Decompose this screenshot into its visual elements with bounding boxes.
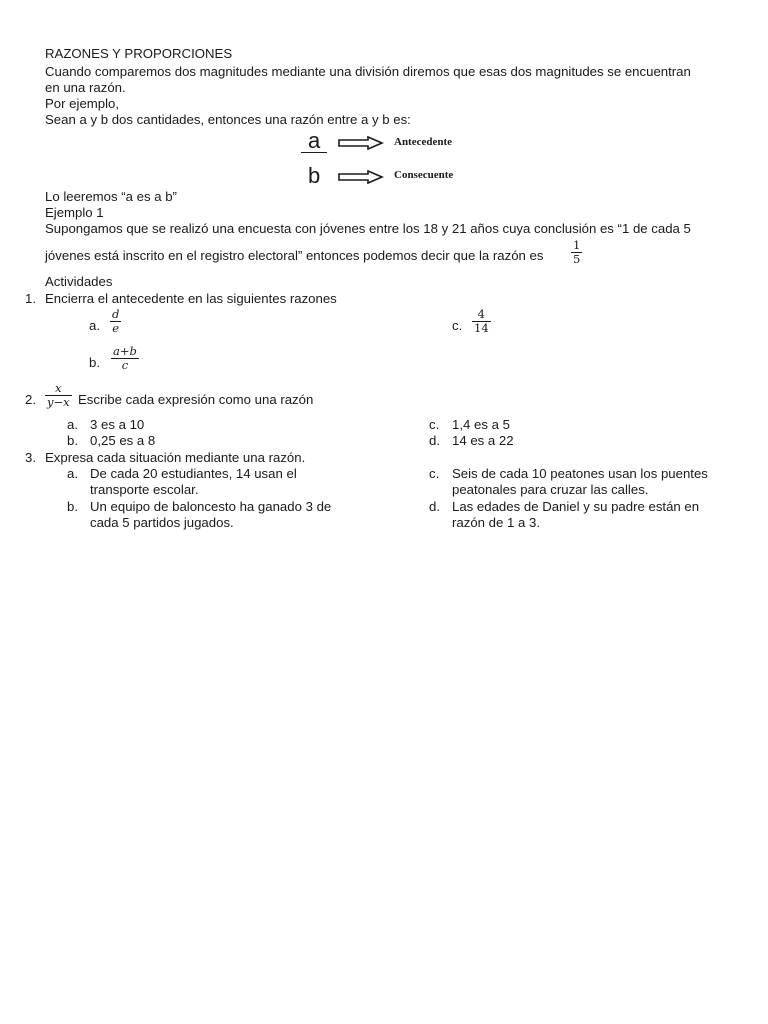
fraction-denominator: 14: [474, 321, 489, 335]
diagram-numerator: a: [308, 128, 321, 153]
fraction-denominator: e: [112, 321, 120, 335]
item-text-line-1: Las edades de Daniel y su padre están en: [452, 499, 700, 514]
ratio-a-plus-b-over-c: [111, 345, 139, 372]
activity-number: 2.: [25, 392, 36, 407]
item-text: 3 es a 10: [90, 417, 145, 432]
item-letter: a.: [89, 318, 100, 333]
activity-1-text: Encierra el antecedente en las siguientes razones: [45, 291, 337, 306]
item-text: 1,4 es a 5: [452, 417, 510, 432]
item-letter: d.: [429, 433, 440, 448]
fraction-numerator: a+b: [113, 344, 137, 358]
activity-number: 3.: [25, 450, 36, 465]
example1-fraction: [571, 239, 582, 266]
ratio-d-over-e: [110, 308, 121, 335]
arrow-right-icon: [338, 136, 384, 150]
item-text-line-1: De cada 20 estudiantes, 14 usan el: [90, 466, 297, 481]
consequent-label: Consecuente: [394, 169, 454, 181]
item-letter: a.: [67, 417, 78, 432]
fraction-denominator: y−x: [47, 395, 70, 409]
item-text: 0,25 es a 8: [90, 433, 156, 448]
item-text-line-1: Seis de cada 10 peatones usan los puentes: [452, 466, 708, 481]
item-letter: c.: [429, 417, 440, 432]
activity-number: 1.: [25, 291, 36, 306]
item-text-line-2: peatonales para cruzar las calles.: [452, 482, 649, 497]
item-text-line-2: razón de 1 a 3.: [452, 515, 540, 530]
activity-2-text: Escribe cada expresión como una razón: [78, 392, 314, 407]
fraction-denominator: c: [121, 358, 129, 372]
intro-line-2: en una razón.: [45, 80, 126, 95]
example1-line-1: Supongamos que se realizó una encuesta con jóvenes entre los 18 y 21 años cuya conclusión es “1 de cada 5: [45, 221, 691, 236]
item-letter: c.: [429, 466, 440, 481]
item-text: 14 es a 22: [452, 433, 514, 448]
document-title: RAZONES Y PROPORCIONES: [45, 46, 233, 61]
example1-title: Ejemplo 1: [45, 205, 104, 220]
fraction-numerator: d: [112, 307, 120, 321]
activities-title: Actividades: [45, 274, 113, 289]
item-letter: a.: [67, 466, 78, 481]
item-letter: d.: [429, 499, 440, 514]
example-lead: Por ejemplo,: [45, 96, 120, 111]
read-as-text: Lo leeremos “a es a b”: [45, 189, 177, 204]
example1-line-2: jóvenes está inscrito en el registro electoral” entonces podemos decir que la razón es: [45, 248, 544, 263]
item-letter: c.: [452, 318, 463, 333]
item-letter: b.: [89, 355, 100, 370]
item-letter: b.: [67, 499, 78, 514]
activity-3-text: Expresa cada situación mediante una razón.: [45, 450, 306, 465]
ratio-4-over-14: [472, 308, 491, 335]
fraction-numerator: x: [55, 381, 62, 395]
ratio-x-over-y-minus-x: [45, 382, 72, 409]
fraction-numerator: 1: [573, 238, 581, 252]
intro-line-1: Cuando comparemos dos magnitudes mediante una división diremos que esas dos magnitudes se encuentran: [45, 64, 691, 79]
item-letter: b.: [67, 433, 78, 448]
diagram-denominator: b: [308, 163, 321, 188]
diagram-fraction-bar: [301, 152, 327, 153]
fraction-numerator: 4: [477, 307, 485, 321]
arrow-right-icon: [338, 170, 384, 184]
antecedent-label: Antecedente: [394, 136, 453, 148]
fraction-denominator: 5: [573, 252, 581, 266]
item-text-line-2: transporte escolar.: [90, 482, 199, 497]
item-text-line-1: Un equipo de baloncesto ha ganado 3 de: [90, 499, 332, 514]
example-text: Sean a y b dos cantidades, entonces una razón entre a y b es:: [45, 112, 411, 127]
item-text-line-2: cada 5 partidos jugados.: [90, 515, 234, 530]
